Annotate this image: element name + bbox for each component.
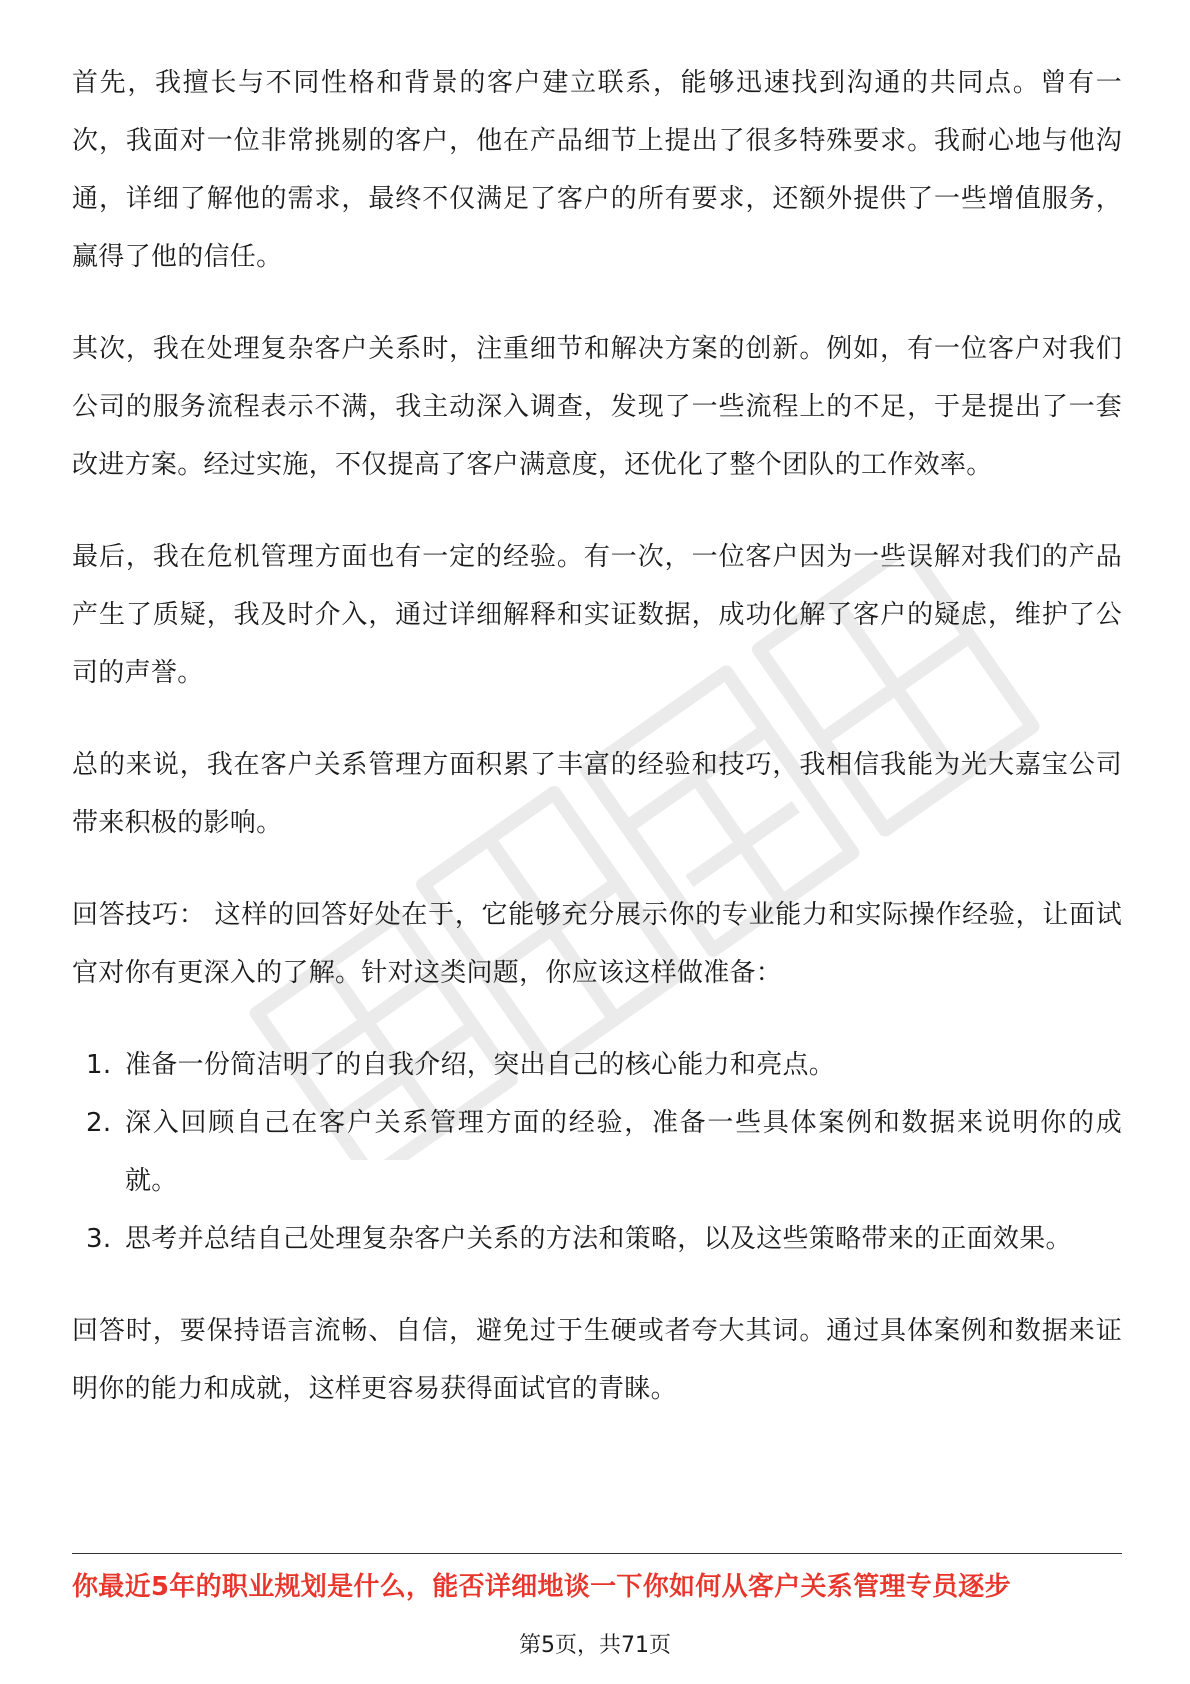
section-divider <box>72 1553 1122 1554</box>
list-item-text: 深入回顾自己在客户关系管理方面的经验，准备一些具体案例和数据来说明你的成就。 <box>125 1108 1122 1196</box>
list-item-number: 2. <box>86 1108 112 1138</box>
document-body <box>72 54 1122 1452</box>
list-item <box>72 1094 1122 1210</box>
list-item-text: 思考并总结自己处理复杂客户关系的方法和策略，以及这些策略带来的正面效果。 <box>125 1224 1072 1254</box>
list-item <box>72 1036 1122 1094</box>
page-number: 第5页，共71页 <box>519 1633 671 1658</box>
tips-list <box>72 1036 1122 1268</box>
list-item-number: 3. <box>86 1224 112 1254</box>
paragraph-summary: 总的来说，我在客户关系管理方面积累了丰富的经验和技巧，我相信我能为光大嘉宝公司带来积极的影响。 <box>72 750 1122 838</box>
next-question-heading: 你最近5年的职业规划是什么，能否详细地谈一下你如何从客户关系管理专员逐步 <box>72 1572 1011 1602</box>
paragraph-answer-tips: 回答技巧： 这样的回答好处在于，它能够充分展示你的专业能力和实际操作经验，让面试官对你有更深入的了解。针对这类问题，你应该这样做准备： <box>72 900 1122 988</box>
paragraph-crisis-management: 最后，我在危机管理方面也有一定的经验。有一次，一位客户因为一些误解对我们的产品产生了质疑，我及时介入，通过详细解释和实证数据，成功化解了客户的疑虑，维护了公司的声誉。 <box>72 542 1122 688</box>
list-item <box>72 1210 1122 1268</box>
paragraph-strengths: 首先，我擅长与不同性格和背景的客户建立联系，能够迅速找到沟通的共同点。曾有一次，我面对一位非常挑剔的客户，他在产品细节上提出了很多特殊要求。我耐心地与他沟通，详细了解他的需求，最终不仅满足了客户的所有要求，还额外提供了一些增值服务，赢得了他的信任。 <box>72 68 1122 272</box>
list-item-text: 准备一份简洁明了的自我介绍，突出自己的核心能力和亮点。 <box>125 1050 836 1080</box>
paragraph-closing: 回答时，要保持语言流畅、自信，避免过于生硬或者夸大其词。通过具体案例和数据来证明你的能力和成就，这样更容易获得面试官的青睐。 <box>72 1316 1122 1404</box>
paragraph-complex-relations: 其次，我在处理复杂客户关系时，注重细节和解决方案的创新。例如，有一位客户对我们公司的服务流程表示不满，我主动深入调查，发现了一些流程上的不足，于是提出了一套改进方案。经过实施，不仅提高了客户满意度，还优化了整个团队的工作效率。 <box>72 334 1122 480</box>
list-item-number: 1. <box>86 1050 112 1080</box>
